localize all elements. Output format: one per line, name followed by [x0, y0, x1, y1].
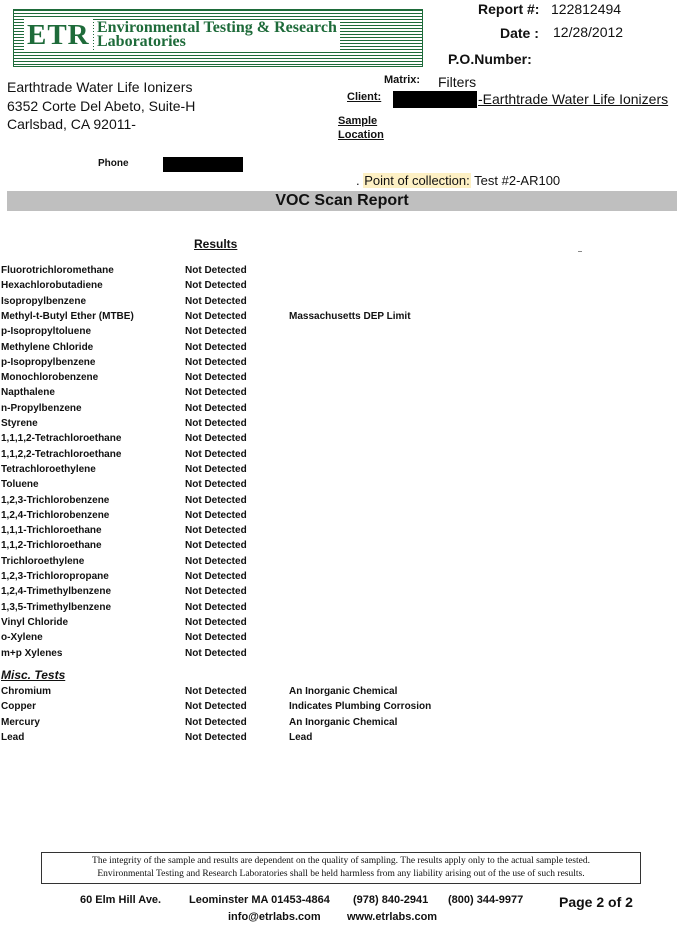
result-value: Not Detected	[185, 701, 247, 713]
result-value: Not Detected	[185, 295, 247, 307]
table-row	[0, 510, 679, 525]
client-label: Client:	[347, 91, 382, 103]
etr-logo	[13, 9, 423, 67]
analyte-name: Methyl-t-Butyl Ether (MTBE)	[1, 310, 134, 322]
analyte-name: 1,1,2,2-Tetrachloroethane	[1, 448, 122, 460]
disclaimer-box	[41, 852, 641, 884]
result-note: An Inorganic Chemical	[289, 686, 398, 697]
footer-phone1: (978) 840-2941	[353, 894, 429, 906]
result-value: Not Detected	[185, 571, 247, 582]
analyte-name: p-Isopropylbenzene	[1, 356, 96, 368]
table-row	[0, 403, 679, 418]
point-of-collection	[356, 173, 560, 188]
analyte-name: Styrene	[1, 418, 38, 429]
result-value: Not Detected	[185, 310, 247, 322]
misc-tests-header: Misc. Tests	[1, 668, 66, 682]
result-value: Not Detected	[185, 601, 247, 613]
collection-prefix: .	[356, 173, 360, 188]
table-row	[0, 280, 679, 295]
table-row	[0, 311, 679, 326]
table-row	[0, 326, 679, 341]
result-value: Not Detected	[185, 632, 247, 644]
result-value: Not Detected	[185, 647, 247, 659]
result-value: Not Detected	[185, 418, 247, 429]
footer-city: Leominster MA 01453-4864	[189, 894, 330, 906]
result-value: Not Detected	[185, 356, 247, 368]
table-row	[0, 418, 679, 433]
table-row	[0, 571, 679, 586]
table-row	[0, 602, 679, 617]
analyte-name: Toluene	[1, 479, 39, 491]
result-value: Not Detected	[185, 402, 247, 414]
table-row	[0, 525, 679, 540]
client-address	[7, 78, 195, 134]
analyte-name: Tetrachloroethylene	[1, 463, 96, 475]
analyte-name: Chromium	[1, 686, 51, 697]
analyte-name: Methylene Chloride	[1, 341, 94, 353]
sample-location-line1: Sample	[338, 115, 378, 127]
analyte-name: 1,2,3-Trichloropropane	[1, 571, 109, 582]
analyte-name: Napthalene	[1, 387, 55, 399]
table-row	[0, 464, 679, 479]
result-value: Not Detected	[185, 463, 247, 475]
table-row	[0, 701, 679, 716]
table-row	[0, 449, 679, 464]
analyte-name: Mercury	[1, 716, 40, 728]
footer-web: www.etrlabs.com	[347, 911, 438, 923]
logo-name-line2: Laboratories	[97, 33, 186, 50]
page-number: Page 2 of 2	[559, 894, 633, 910]
address-line3: Carlsbad, CA 92011-	[7, 116, 136, 132]
analyte-name: Fluorotrichloromethane	[1, 265, 114, 276]
footer-phone2: (800) 344-9977	[448, 894, 524, 906]
analyte-name: Monochlorobenzene	[1, 372, 99, 384]
analyte-name: m+p Xylenes	[1, 647, 63, 659]
result-note: An Inorganic Chemical	[289, 716, 398, 728]
table-row	[0, 686, 679, 701]
report-number-value: 122812494	[551, 1, 622, 17]
table-row	[0, 265, 679, 280]
table-row	[0, 433, 679, 448]
result-value: Not Detected	[185, 326, 247, 338]
results-header: Results	[194, 237, 238, 251]
analyte-name: 1,2,3-Trichlorobenzene	[1, 494, 110, 506]
analyte-name: Vinyl Chloride	[1, 616, 69, 628]
analyte-name: 1,1,1,2-Tetrachloroethane	[1, 433, 122, 445]
analyte-name: o-Xylene	[1, 632, 43, 644]
redacted-client-box	[393, 91, 477, 108]
analyte-name: 1,2,4-Trimethylbenzene	[1, 586, 112, 598]
client-value: -Earthtrade Water Life Ionizers	[478, 91, 669, 107]
result-note: Indicates Plumbing Corrosion	[289, 701, 432, 713]
date-label: Date :	[500, 25, 539, 41]
table-row	[0, 586, 679, 601]
result-value: Not Detected	[185, 265, 247, 276]
table-row	[0, 540, 679, 555]
analyte-name: Trichloroethylene	[1, 555, 85, 567]
result-value: Not Detected	[185, 686, 247, 697]
table-row	[0, 717, 679, 732]
analyte-name: Isopropylbenzene	[1, 295, 87, 307]
analyte-name: Lead	[1, 731, 25, 743]
result-value: Not Detected	[185, 731, 247, 743]
analyte-name: n-Propylbenzene	[1, 402, 82, 414]
result-value: Not Detected	[185, 555, 247, 567]
sample-location-line2: Location	[338, 129, 384, 141]
result-value: Not Detected	[185, 494, 247, 506]
redacted-phone-box	[163, 157, 243, 172]
result-value: Not Detected	[185, 616, 247, 628]
logo-name	[94, 20, 340, 50]
result-value: Not Detected	[185, 280, 247, 292]
analyte-name: Copper	[1, 701, 36, 713]
analyte-name: 1,1,1-Trichloroethane	[1, 525, 102, 537]
result-value: Not Detected	[185, 716, 247, 728]
report-number-label: Report #:	[478, 1, 540, 17]
date-value: 12/28/2012	[553, 24, 624, 40]
table-row	[0, 387, 679, 402]
result-value: Not Detected	[185, 387, 247, 399]
table-row	[0, 648, 679, 663]
result-value: Not Detected	[185, 540, 247, 552]
logo-abbr: ETR	[24, 18, 93, 52]
result-value: Not Detected	[185, 525, 247, 537]
result-value: Not Detected	[185, 479, 247, 491]
result-value: Not Detected	[185, 341, 247, 353]
disclaimer-line1: The integrity of the sample and results are dependent on the quality of sampling. The results apply only to the actual sample tested.	[92, 856, 590, 866]
result-value: Not Detected	[185, 586, 247, 598]
table-row	[0, 617, 679, 632]
po-number-label: P.O.Number:	[448, 51, 532, 67]
table-row	[0, 296, 679, 311]
matrix-label: Matrix:	[384, 74, 421, 86]
collection-label: Point of collection:	[364, 173, 470, 188]
table-row	[0, 495, 679, 510]
matrix-value: Filters	[438, 74, 477, 90]
result-value: Not Detected	[185, 448, 247, 460]
footer-address: 60 Elm Hill Ave.	[80, 894, 162, 906]
analyte-name: p-Isopropyltoluene	[1, 326, 91, 338]
sample-location-label	[338, 114, 384, 142]
table-row	[0, 479, 679, 494]
analyte-name: 1,3,5-Trimethylbenzene	[1, 601, 112, 613]
result-value: Not Detected	[185, 372, 247, 384]
collection-value: Test #2-AR100	[474, 173, 561, 188]
phone-label: Phone	[98, 158, 129, 169]
result-value: Not Detected	[185, 433, 247, 445]
table-row	[0, 632, 679, 647]
logo-name-line1: Environmental Testing & Research	[97, 19, 337, 36]
analyte-name: Hexachlorobutadiene	[1, 280, 103, 292]
analyte-name: 1,1,2-Trichloroethane	[1, 540, 102, 552]
stray-mark	[578, 251, 582, 252]
table-row	[0, 357, 679, 372]
result-value: Not Detected	[185, 509, 247, 521]
disclaimer-line2: Environmental Testing and Research Laboratories shall be held harmless from any liability arising out of the use of such results.	[97, 869, 585, 879]
address-line2: 6352 Corte Del Abeto, Suite-H	[7, 97, 196, 114]
report-title-bar: VOC Scan Report	[7, 191, 677, 211]
table-row	[0, 732, 679, 747]
result-note: Massachusetts DEP Limit	[289, 310, 411, 322]
result-note: Lead	[289, 731, 313, 743]
analyte-name: 1,2,4-Trichlorobenzene	[1, 509, 110, 521]
footer-email: info@etrlabs.com	[228, 911, 321, 923]
table-row	[0, 342, 679, 357]
address-line1: Earthtrade Water Life Ionizers	[7, 79, 193, 95]
table-row	[0, 372, 679, 387]
table-row	[0, 556, 679, 571]
